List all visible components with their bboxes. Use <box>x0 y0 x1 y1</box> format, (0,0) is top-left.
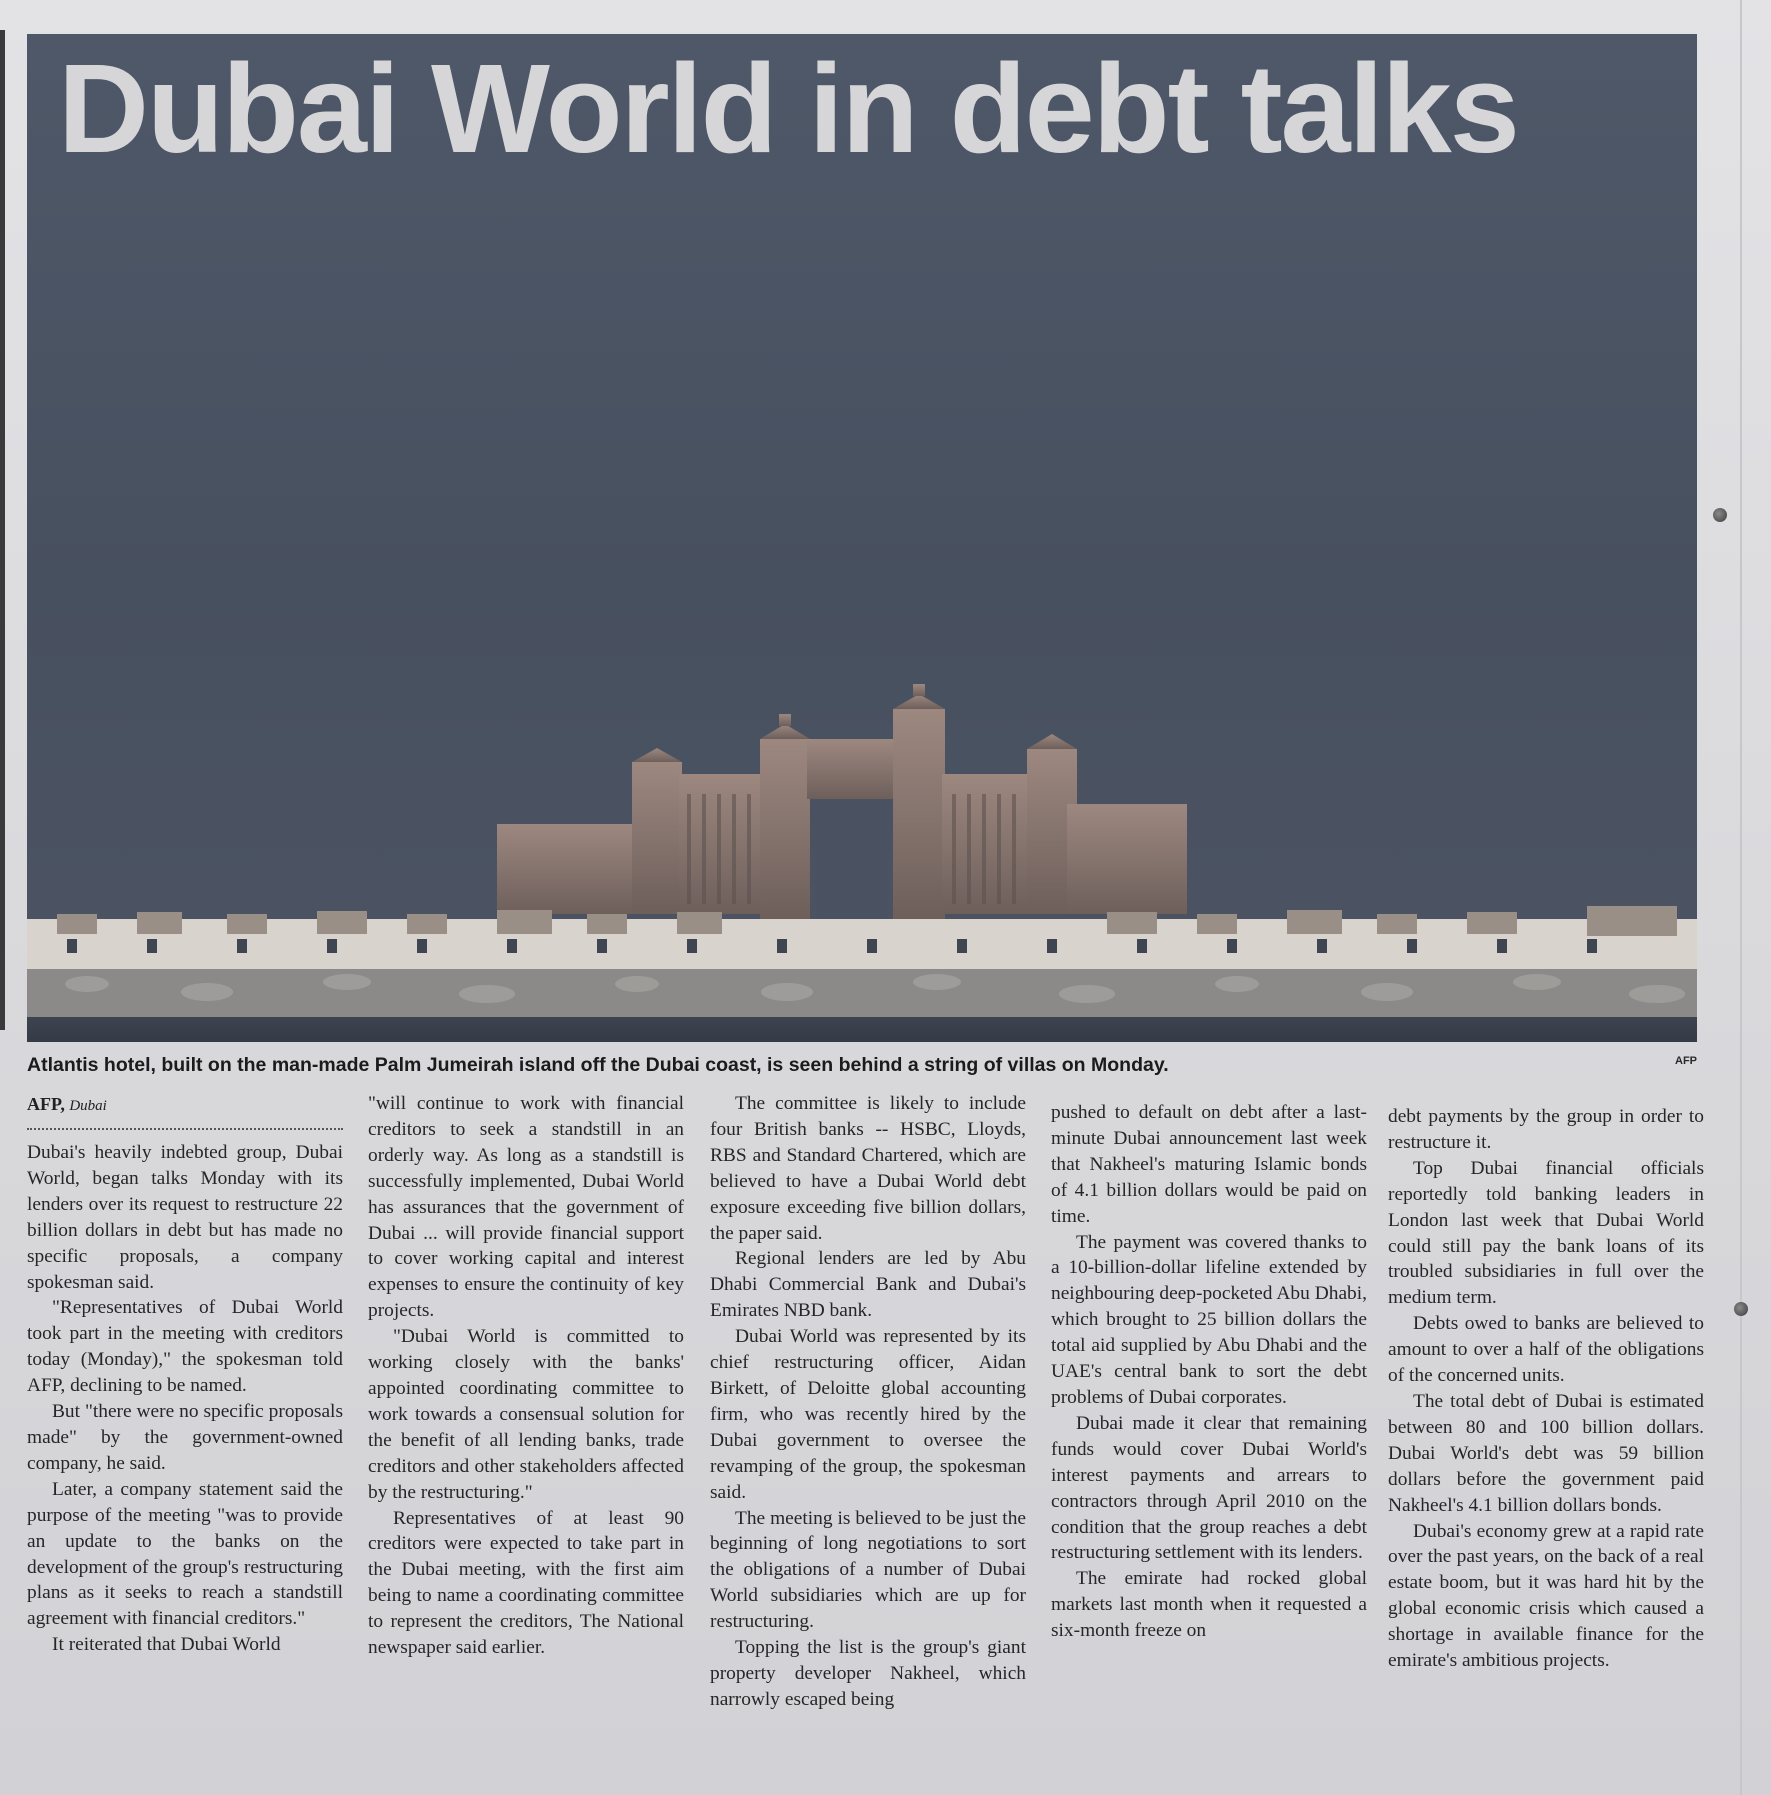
page-fold <box>1740 0 1742 1795</box>
paragraph: Regional lenders are led by Abu Dhabi Commercial Bank and Dubai's Emirates NBD bank. <box>710 1248 1026 1322</box>
paragraph: Top Dubai financial officials reportedly told banking leaders in London last week that Dubai World could still pay the bank loans of its troubled subsidiaries in full over the medium term. <box>1388 1157 1704 1309</box>
paragraph: Later, a company statement said the purpose of the meeting "was to provide an update to the banks on the development of the group's restructuring plans as it seeks to reach a standstill agreement with financial creditors." <box>27 1478 343 1630</box>
paragraph: Topping the list is the group's giant property developer Nakheel, which narrowly escaped being <box>710 1637 1026 1710</box>
paragraph: The meeting is believed to be just the beginning of long negotiations to sort the obligations of a number of Dubai World subsidiaries which are up for restructuring. <box>710 1507 1026 1633</box>
paragraph: It reiterated that Dubai World <box>52 1634 281 1656</box>
adjacent-page-edge <box>0 30 5 1030</box>
paragraph: "Dubai World is committed to working closely with the banks' appointed coordinating committee to work towards a consensual solution for the benefit of all lending banks, trade creditors and other stakeholders affected by the restructuring." <box>368 1326 684 1503</box>
paragraph: Dubai World was represented by its chief restructuring officer, Aidan Birkett, of Deloitte global accounting firm, who was recently hired by the Dubai government to oversee the revamping of the group, the spokesman said. <box>710 1326 1026 1503</box>
paragraph: The total debt of Dubai is estimated between 80 and 100 billion dollars. Dubai World's debt was 59 billion dollars before the government paid Nakheel's 4.1 billion dollars bonds. <box>1388 1390 1704 1516</box>
paragraph: Debts owed to banks are believed to amount to over a half of the obligations of the concerned units. <box>1388 1313 1704 1387</box>
paragraph: debt payments by the group in order to restructure it. <box>1388 1106 1704 1153</box>
byline <box>27 1094 107 1115</box>
paragraph: Dubai's economy grew at a rapid rate over the past years, on the back of a real estate boom, but it was hard hit by the global economic crisis which caused a shortage in available finance for the emirate's ambitious projects. <box>1388 1520 1704 1672</box>
photo-caption: Atlantis hotel, built on the man-made Palm Jumeirah island off the Dubai coast, is seen behind a string of villas on Monday. <box>27 1054 1169 1076</box>
paragraph: But "there were no specific proposals made" by the government-owned company, he said. <box>27 1401 343 1474</box>
paragraph: The payment was covered thanks to a 10-billion-dollar lifeline extended by neighbouring deep-pocketed Abu Dhabi, which brought to 25 billion dollars the total aid supplied by Abu Dhabi and the UAE's central bank to sort the debt problems of Dubai corporates. <box>1051 1231 1367 1408</box>
byline-city: Dubai <box>69 1098 107 1114</box>
article-column-3 <box>710 1091 1026 1713</box>
photo-credit: AFP <box>1675 1055 1697 1067</box>
paragraph: Dubai's heavily indebted group, Dubai World, began talks Monday with its lenders over its request to restructure 22 billion dollars in debt but has made no specific proposals, a company spokesman said. <box>27 1142 343 1293</box>
paragraph: The committee is likely to include four British banks -- HSBC, Lloyds, RBS and Standard Chartered, which are believed to have a Dubai World debt exposure exceeding five billion dollars, the paper said. <box>710 1093 1026 1244</box>
paragraph: "Representatives of Dubai World took part in the meeting with creditors today (Monday)," the spokesman told AFP, declining to be named. <box>27 1297 343 1397</box>
byline-agency: AFP, <box>27 1094 65 1114</box>
pin-tack-icon <box>1713 508 1727 522</box>
article-column-4 <box>1051 1100 1367 1644</box>
paragraph: Representatives of at least 90 creditors were expected to take part in the Dubai meeting, with the first aim being to name a coordinating committee to represent the creditors, The National newspaper said earlier. <box>368 1507 684 1659</box>
article-photo <box>27 34 1697 1042</box>
article-column-1 <box>27 1140 343 1658</box>
article-column-5 <box>1388 1104 1704 1674</box>
paragraph: The emirate had rocked global markets last month when it requested a six-month freeze on <box>1051 1568 1367 1642</box>
article-column-2 <box>368 1091 684 1661</box>
atlantis-hotel-photo <box>27 34 1697 1042</box>
pin-tack-icon <box>1734 1302 1748 1316</box>
paragraph: "will continue to work with financial creditors to seek a standstill in an orderly way. As long as a standstill is successfully implemented, Dubai World has assurances that the government of Dubai ... will provide financial support to cover working capital and interest expenses to ensure the continuity of key projects. <box>368 1093 684 1322</box>
byline-divider <box>27 1128 343 1130</box>
paragraph: Dubai made it clear that remaining funds would cover Dubai World's interest payments and arrears to contractors through April 2010 on the condition that the group reaches a debt restructuring settlement with its lenders. <box>1051 1412 1367 1564</box>
paragraph: pushed to default on debt after a last-minute Dubai announcement last week that Nakheel's maturing Islamic bonds of 4.1 billion dollars would be paid on time. <box>1051 1102 1367 1227</box>
headline: Dubai World in debt talks <box>58 38 1518 179</box>
